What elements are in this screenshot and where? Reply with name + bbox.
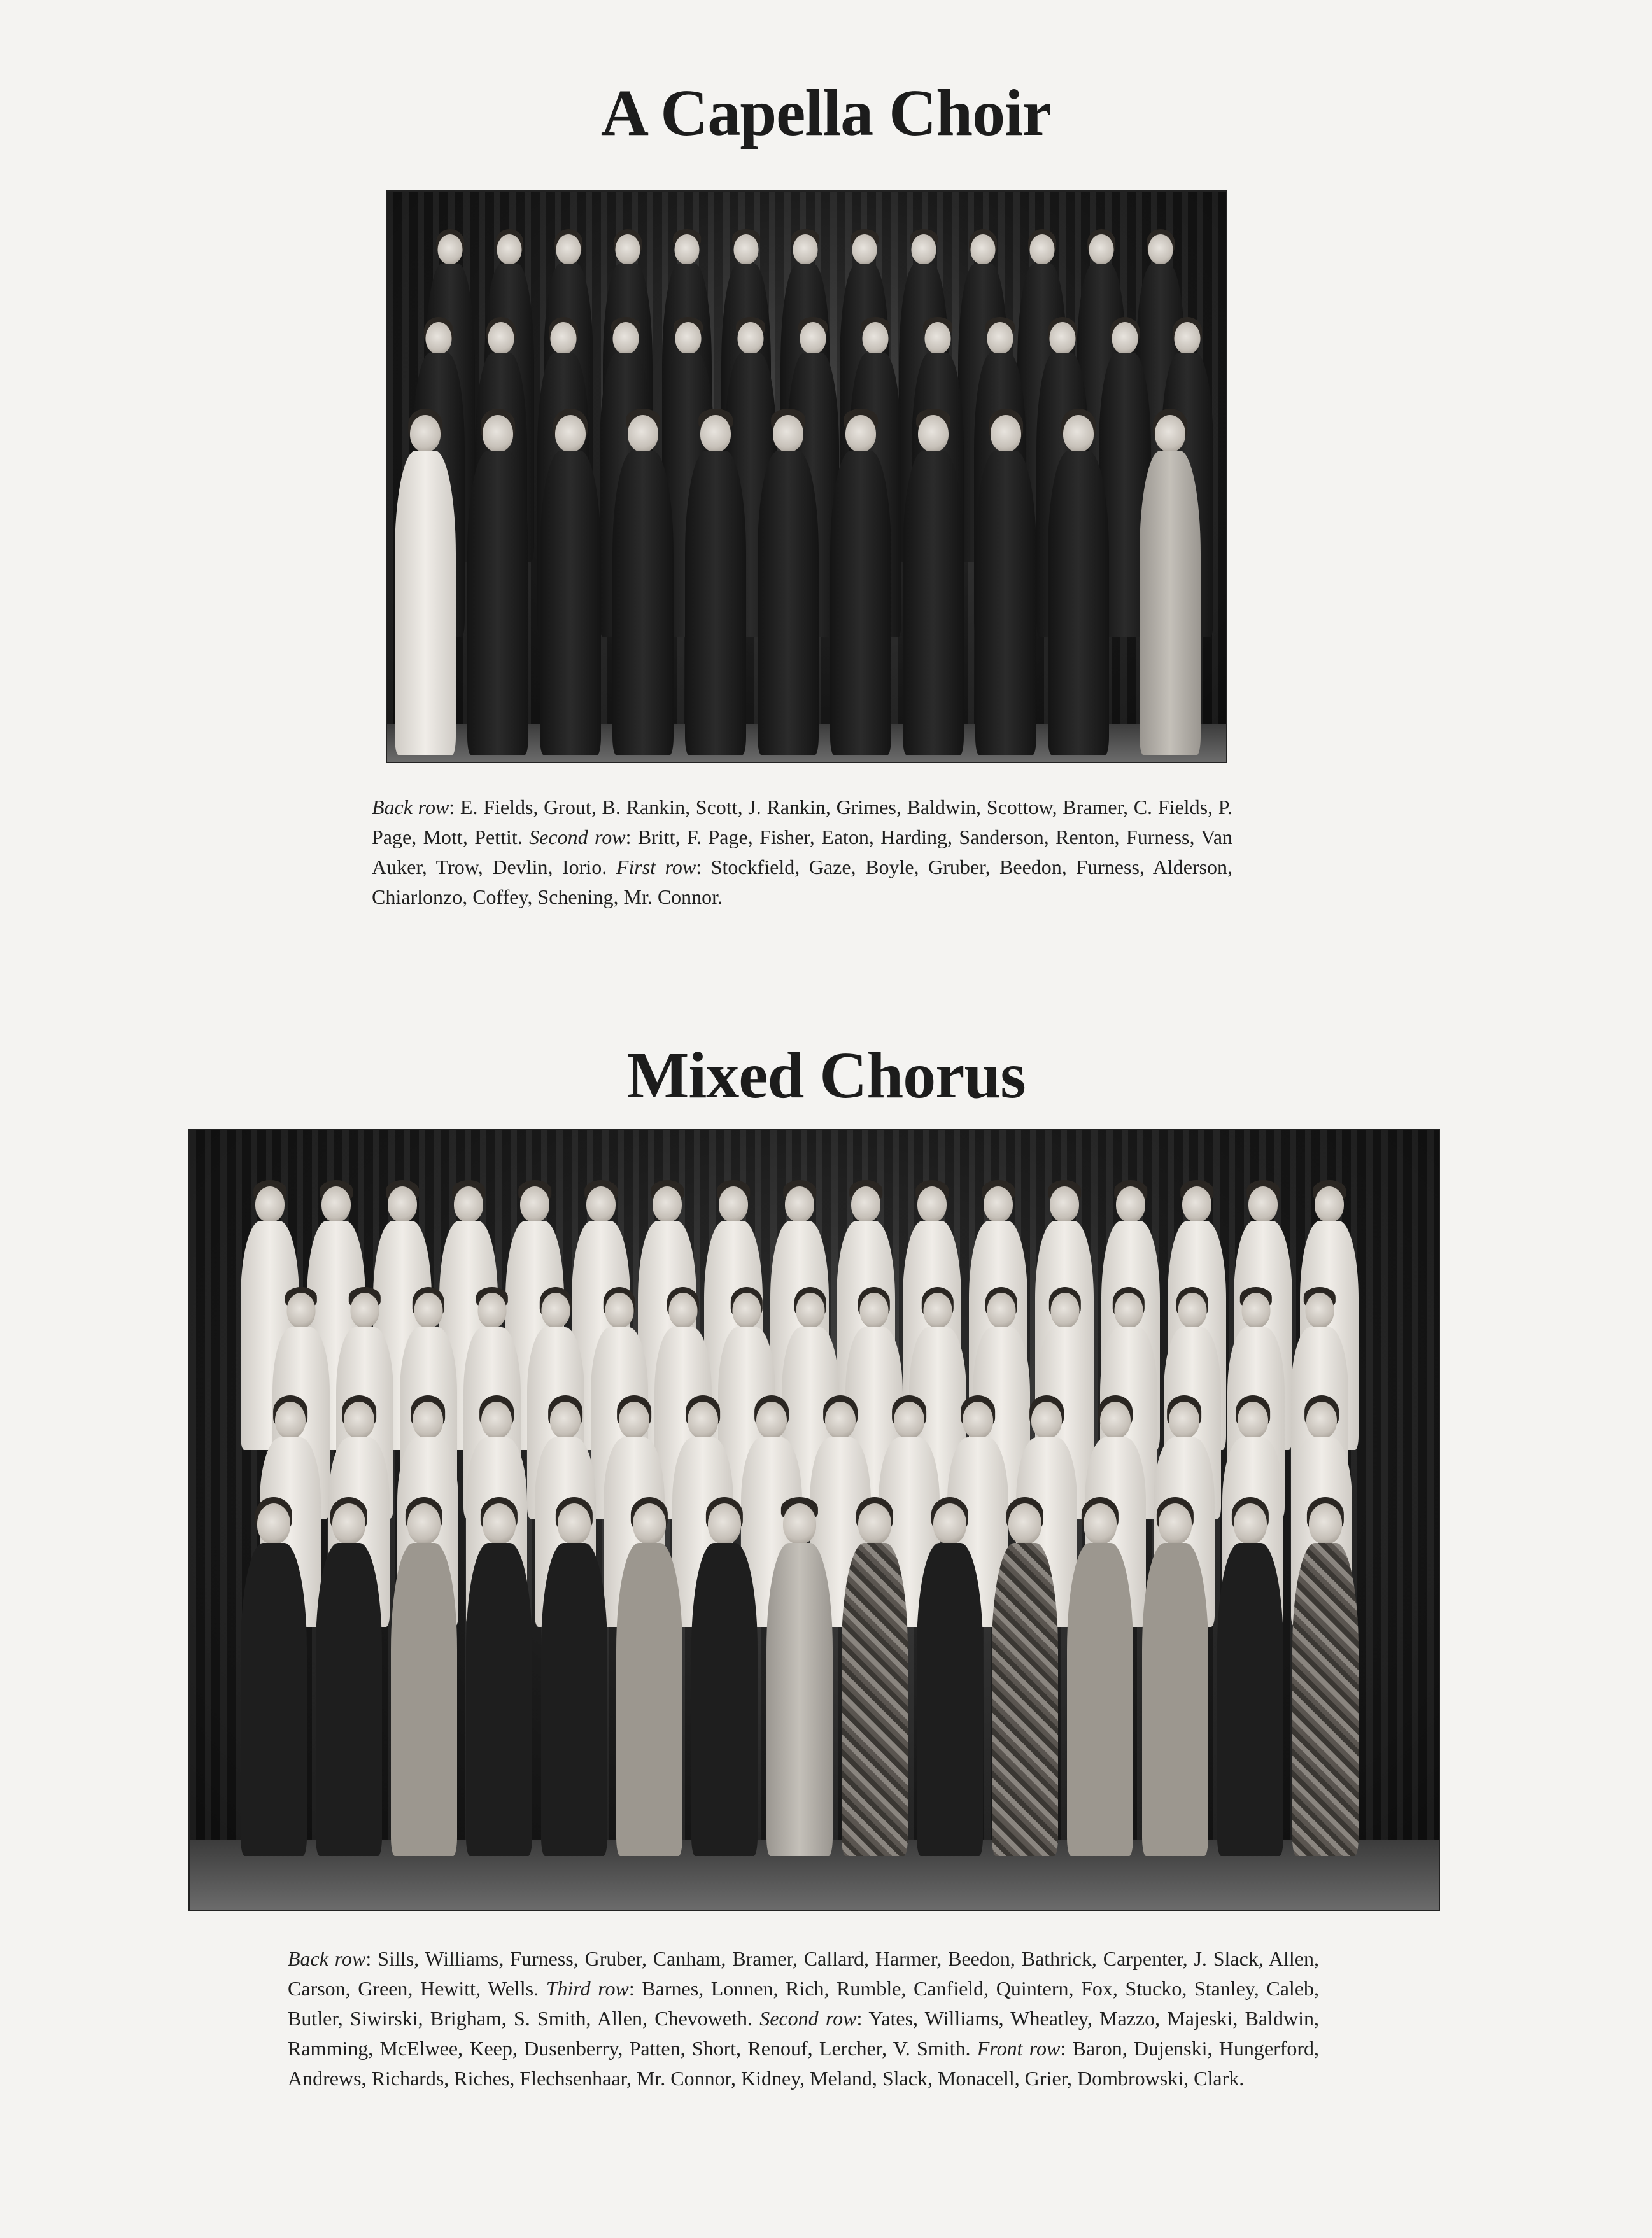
photo-figure — [466, 1500, 532, 1856]
photo-figure — [1142, 1500, 1208, 1856]
caption-row-label: Third row — [546, 1977, 629, 2000]
photo-figure — [1292, 1500, 1359, 1856]
photo-figure — [395, 411, 456, 755]
photo-figure — [758, 411, 819, 755]
caption-row-names: Barnes, Lonnen, Rich, Rumble, Canfield, Quintern, Fox, Stucko, Stanley, Caleb, Butler, Siwirski, Brigham, S. Smith, Allen, Chevoweth. — [288, 1977, 1320, 2030]
photo-figure — [691, 1500, 758, 1856]
photo-figure — [541, 1500, 607, 1856]
photo-figure — [1217, 1500, 1283, 1856]
a-capella-choir-photo — [386, 190, 1227, 763]
photo-figure — [685, 411, 746, 755]
mixed-chorus-caption: Back row: Sills, Williams, Furness, Gruber, Canham, Bramer, Callard, Harmer, Beedon, Bathrick, Carpenter, J. Slack, Allen, Carson, Green, Hewitt, Wells. Third row: Barnes, Lonnen, Rich, Rumble, Canfield, Quintern, Fox, Stucko, Stanley, Caleb, Butler, Siwirski, Brigham, S. Smith, Allen, Chevoweth. Second row: Yates, Williams, Wheatley, Mazzo, Majeski, Baldwin, Ramming, McElwee, Keep, Dusenberry, Patten, Short, Renouf, Lercher, V. Smith. Front row: Baron, Dujenski, Hungerford, Andrews, Richards, Riches, Flechsenhaar, Mr. Connor, Kidney, Meland, Slack, Monacell, Grier, Dombrowski, Clark. — [288, 1947, 1320, 2090]
photo-figure — [241, 1500, 307, 1856]
photo-figure — [903, 411, 964, 755]
caption-row-label: Front row — [977, 2037, 1061, 2060]
caption-row-names: Baron, Dujenski, Hungerford, Andrews, Richards, Riches, Flechsenhaar, Mr. Connor, Kidney, Meland, Slack, Monacell, Grier, Dombrowski, Clark. — [288, 2037, 1320, 2090]
photo-figure — [467, 411, 528, 755]
a-capella-choir-caption: Back row: E. Fields, Grout, B. Rankin, Scott, J. Rankin, Grimes, Baldwin, Scottow, Bramer, C. Fields, P. Page, Mott, Pettit. Second row: Britt, F. Page, Fisher, Eaton, Harding, Sanderson, Renton, Furness, Van Auker, Trow, Devlin, Iorio. First row: Stockfield, Gaze, Boyle, Gruber, Beedon, Furness, Alderson, Chiarlonzo, Coffey, Schening, Mr. Connor. — [372, 796, 1233, 908]
photo-figure — [975, 411, 1036, 755]
caption-row-names: Stockfield, Gaze, Boyle, Gruber, Beedon, Furness, Alderson, Chiarlonzo, Coffey, Schening, Mr. Connor. — [372, 855, 1233, 908]
caption-row-names: E. Fields, Grout, B. Rankin, Scott, J. Rankin, Grimes, Baldwin, Scottow, Bramer, C. Fields, P. Page, Mott, Pettit. — [372, 796, 1233, 848]
caption-row-label: Back row — [372, 796, 449, 819]
photo-figure — [917, 1500, 983, 1856]
photo-figure — [316, 1500, 382, 1856]
caption-row-label: Second row — [759, 2007, 857, 2030]
photo-figure — [992, 1500, 1058, 1856]
caption-row-names: Yates, Williams, Wheatley, Mazzo, Majeski, Baldwin, Ramming, McElwee, Keep, Dusenberry, Patten, Short, Renouf, Lercher, V. Smith. — [288, 2007, 1320, 2060]
photo-figure — [830, 411, 891, 755]
photo-figure — [1140, 411, 1201, 755]
photo-figure — [612, 411, 674, 755]
photo-figure — [391, 1500, 457, 1856]
caption-row-names: Britt, F. Page, Fisher, Eaton, Harding, Sanderson, Renton, Furness, Van Auker, Trow, Devlin, Iorio. — [372, 826, 1233, 878]
section-title-a-capella-choir: A Capella Choir — [600, 76, 1052, 150]
photo-figure — [616, 1500, 682, 1856]
caption-row-label: First row — [616, 855, 696, 878]
section-title-mixed-chorus: Mixed Chorus — [626, 1039, 1026, 1112]
photo-figure — [1067, 1500, 1133, 1856]
photo-figure — [540, 411, 601, 755]
mixed-chorus-photo — [188, 1129, 1440, 1911]
photo-figure — [766, 1500, 833, 1856]
photo-figure — [842, 1500, 908, 1856]
caption-row-names: Sills, Williams, Furness, Gruber, Canham, Bramer, Callard, Harmer, Beedon, Bathrick, Carpenter, J. Slack, Allen, Carson, Green, Hewitt, Wells. — [288, 1947, 1320, 2000]
caption-row-label: Back row — [288, 1947, 366, 1970]
photo-figure — [1048, 411, 1109, 755]
caption-row-label: Second row — [529, 826, 626, 848]
